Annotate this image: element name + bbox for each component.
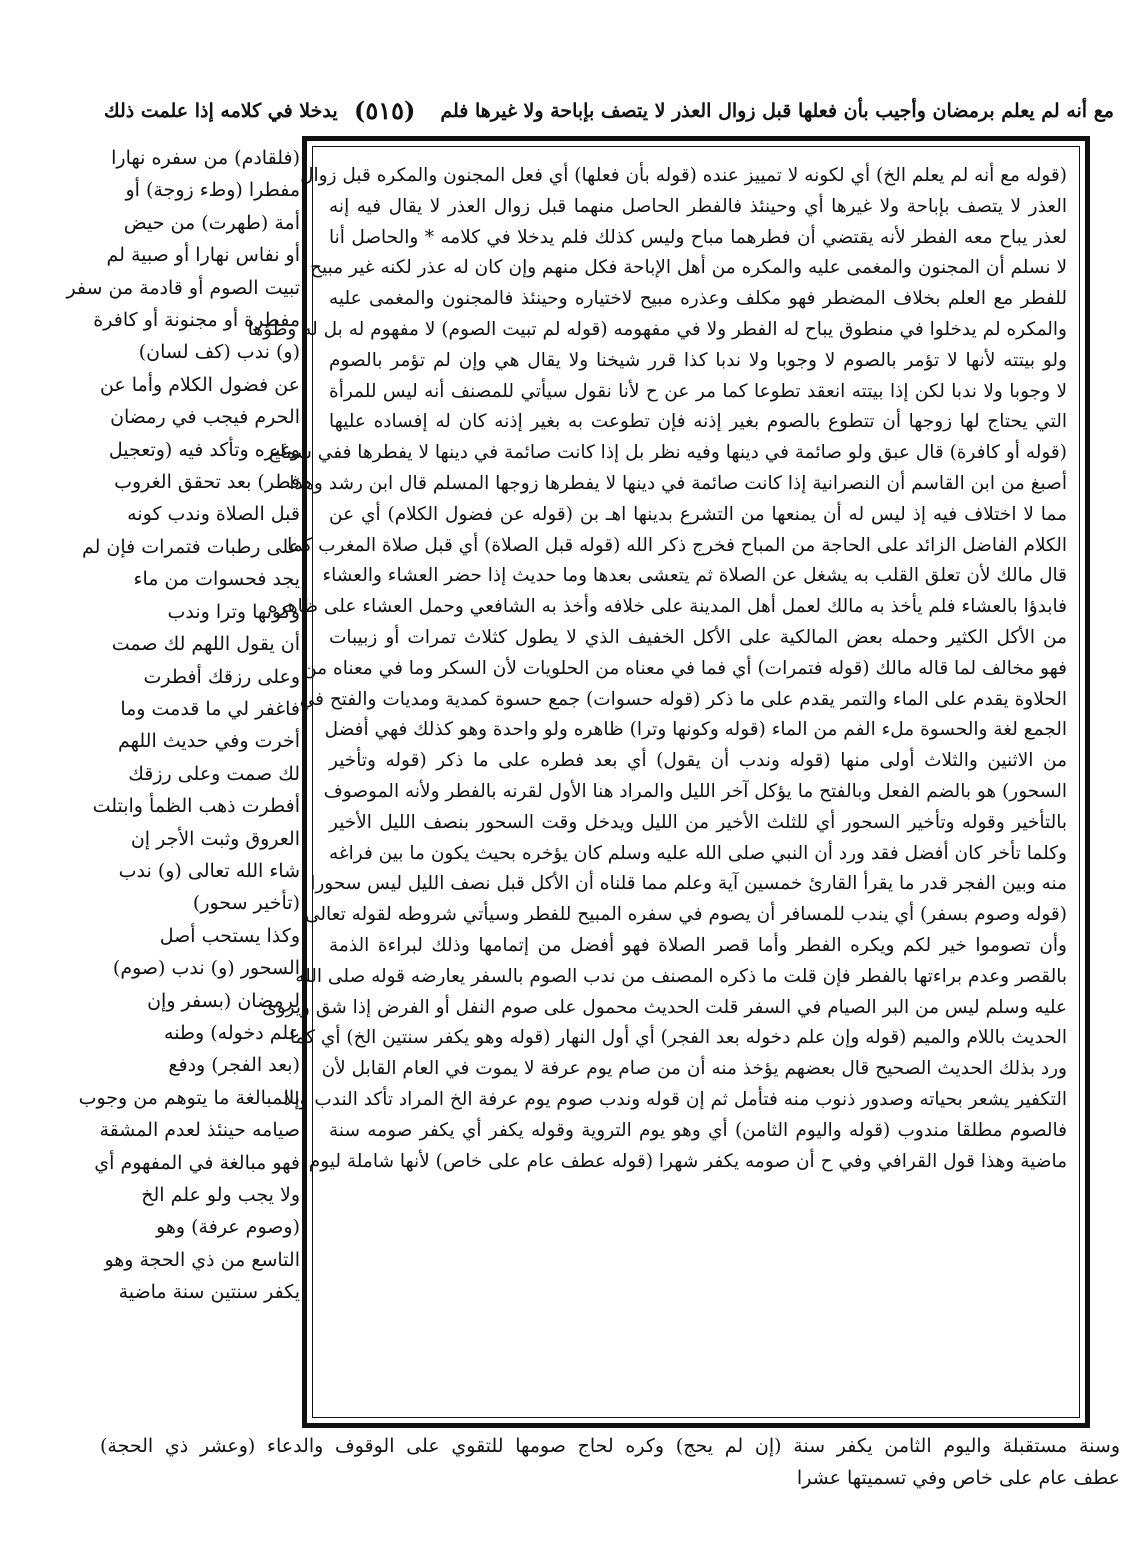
side-line: أفطرت ذهب الظمأ وابتلت bbox=[92, 795, 300, 818]
side-line: أو نفاس نهارا أو صبية لم bbox=[106, 244, 300, 267]
commentary-line: فالصوم مطلقا مندوب (قوله واليوم الثامن) أي وهو يوم التروية وقوله يكفر أي يكفر صومه سنة bbox=[329, 1119, 1067, 1141]
side-line: علم دخوله) وطنه bbox=[164, 1021, 300, 1044]
bottom-matn-continuation bbox=[100, 1430, 1120, 1494]
side-line: فاغفر لي ما قدمت وما bbox=[120, 697, 300, 720]
side-line: تبيت الصوم أو قادمة من سفر bbox=[66, 276, 300, 299]
side-line: ولا يجب ولو علم الخ bbox=[141, 1184, 300, 1206]
commentary-line: ولو بيتته لأنها لا تؤمر بالصوم لا وجوبا ولا ندبا كذا قرر شيخنا ولا يقال هي وإن لم تؤمر بالصوم bbox=[329, 349, 1067, 371]
side-line: فطر) بعد تحقق الغروب bbox=[114, 471, 300, 494]
commentary-line: العذر لا يتصف بإباحة ولا غيرها أي وحينئذ فالفطر الحاصل منهما قبل زوال العذر لا يقال فيه إنه bbox=[329, 195, 1067, 217]
commentary-line: التي يحتاج لها زوجها أن تتطوع بالصوم بغير إذنه فإن تطوعت به بغير إذنه كان له إفساده عليها bbox=[329, 411, 1067, 433]
commentary-line: (قوله مع أنه لم يعلم الخ) أي لكونه لا تمييز عنده (قوله بأن فعلها) أي فعل المجنون والمكره قبل زوال bbox=[300, 165, 1067, 186]
commentary-line: لا وجوبا ولا ندبا لكن إذا بيتته انعقد تطوعا كما مر عن ح لأنا نقول سيأتي للمصنف أنه ليس للمرأة bbox=[329, 380, 1067, 402]
page-header bbox=[104, 94, 1114, 134]
commentary-inner-rule bbox=[247, 146, 1080, 1418]
side-line: بالمبالغة ما يتوهم من وجوب bbox=[78, 1086, 300, 1109]
side-line: عن فضول الكلام وأما عن bbox=[99, 373, 300, 396]
commentary-line: منه وبين الفجر قدر ما يقرأ القارئ خمسين آية وعلم مما قلناه أن الأكل قبل نصف الليل ليس سحورا bbox=[310, 873, 1067, 895]
commentary-line: قال مالك لأن تعلق القلب به يشغل عن الصلاة ثم يتعشى بعدها وما حديث إذا حضر العشاء والعشاء bbox=[322, 565, 1067, 587]
side-line: العروق وثبت الأجر إن bbox=[130, 827, 300, 850]
side-line: شاء الله تعالى (و) ندب bbox=[118, 859, 300, 882]
bottom-line: عطف عام على خاص وفي تسميتها عشرا bbox=[796, 1467, 1120, 1489]
commentary-line: فهو مخالف لما قاله مالك (قوله فتمرات) أي فما في معناه من الحلويات لأن السكر وما في معناه من bbox=[303, 657, 1067, 679]
commentary-text bbox=[247, 161, 1067, 1405]
commentary-line: عليه وسلم ليس من البر الصيام في السفر قلت الحديث محمول على صوم النفل أو الفرض إذا شق ويروى bbox=[262, 996, 1067, 1018]
side-line: (فلقادم) من سفره نهارا bbox=[111, 147, 300, 169]
commentary-line: السحور) هو بالضم الفعل وبالفتح ما يؤكل آخر الليل والمراد هنا الأول لقرنه بالفطر ولأنه الموصوف bbox=[323, 780, 1067, 802]
commentary-line: وأن تصوموا خير لكم ويكره الفطر وأما قصر الصلاة فهو أفضل من إتمامها وذلك لبراءة الذمة bbox=[329, 934, 1067, 956]
side-line: مفطرا (وطء زوجة) أو bbox=[125, 179, 300, 202]
side-line: لك صمت وعلى رزقك bbox=[128, 762, 300, 785]
commentary-line: الكلام الفاضل الزائد على الحاجة من المباح فخرج ذكر الله (قوله قبل الصلاة) أي قبل صلاة المغرب كما bbox=[287, 534, 1067, 556]
commentary-line: وكلما تأخر كان أفضل فقد ورد أن النبي صلى الله عليه وسلم كان يؤخره بحيث يكون ما بين فراغه bbox=[329, 842, 1067, 864]
commentary-line: من الأكل الكثير وحمله بعض المالكية على الأكل الخفيف الذي لا يطول كثلاث تمرات أو زبيبات bbox=[329, 626, 1067, 648]
commentary-line: من الاثنين والثلاث أولى منها (قوله وندب أن يقول) أي بعد فطره على ما ذكر (قوله وتأخير bbox=[329, 750, 1067, 772]
commentary-line: أصبغ من ابن القاسم أن النصرانية إذا كانت صائمة في دينها لا يفطرها زوجها المسلم قال ابن رشد وهذا bbox=[289, 472, 1067, 494]
commentary-line: بالتأخير وقوله وتأخير السحور أي للثلث الأخير من الليل ويدخل وقت السحور بنصف الليل الأخير bbox=[329, 811, 1067, 833]
commentary-line: (قوله وصوم بسفر) أي يندب للمسافر أن يصوم في سفره المبيح للفطر وسيأتي شروطه لقوله تعالى bbox=[304, 904, 1067, 926]
commentary-line: الحلاوة يقدم على الماء والتمر يقدم على ما ذكر (قوله حسوات) جمع حسوة كمدية ومديات والفتح في bbox=[299, 688, 1067, 710]
commentary-line: فابدؤا بالعشاء فلم يأخذ به مالك لعمل أهل المدينة على خلافه وأخذ به الشافعي وحمل العشاء على ظاهره bbox=[267, 596, 1067, 618]
commentary-line: التكفير يشعر بحياته وصدور ذنوب منه فتأمل ثم إن قوله وندب صوم يوم عرفة الخ المراد تأكد الندب وإلا bbox=[283, 1088, 1067, 1110]
side-line: (وصوم عرفة) وهو bbox=[156, 1216, 300, 1239]
side-line: التاسع من ذي الحجة وهو bbox=[104, 1248, 300, 1271]
commentary-line: لعذر يباح معه الفطر لأنه يقتضي أن فطرهما مباح وليس كذلك فلم يدخلا في كلامه * والحاصل أنا bbox=[329, 226, 1067, 248]
header-continuation: يدخلا في كلامه إذا علمت ذلك bbox=[104, 100, 338, 122]
side-line: وغيره وتأكد فيه (وتعجيل bbox=[108, 438, 300, 461]
side-line: أن يقول اللهم لك صمت bbox=[111, 633, 300, 656]
side-line: فهو مبالغة في المفهوم أي bbox=[94, 1151, 300, 1174]
side-line: (بعد الفجر) ودفع bbox=[168, 1054, 300, 1077]
page-number: (٥١٥) bbox=[354, 96, 416, 125]
side-line: وكذا يستحب أصل bbox=[159, 924, 300, 947]
side-line: لرمضان (بسفر وإن bbox=[147, 989, 300, 1012]
commentary-line: (قوله أو كافرة) قال عبق ولو صائمة في دينها وفيه نظر بل إذا كانت صائمة في دينها لا يفطرها ففي سماع bbox=[269, 442, 1067, 464]
commentary-line: لا نسلم أن المجنون والمغمى عليه والمكره من أهل الإباحة فكل منهم وإن كان له عذر لكنه غير مبيح bbox=[310, 257, 1067, 279]
side-line: يكفر سنتين سنة ماضية bbox=[118, 1281, 300, 1304]
side-line: أمة (طهرت) من حيض bbox=[123, 211, 300, 234]
side-line: أخرت وفي حديث اللهم bbox=[117, 730, 300, 753]
side-line: صيامه حينئذ لعدم المشقة bbox=[99, 1119, 300, 1142]
side-line: (تأخير سحور) bbox=[192, 892, 300, 915]
side-line: (و) ندب (كف لسان) bbox=[138, 341, 300, 364]
bottom-line: وسنة مستقبلة واليوم الثامن يكفر سنة (إن لم يحج) وكره لحاج صومها للتقوي على الوقوف والدعاء (وعشر ذي الحجة) bbox=[100, 1435, 1120, 1457]
commentary-frame bbox=[247, 136, 1090, 1428]
commentary-line: ماضية وهذا قول القرافي وفي ح أن صومه يكفر شهرا (قوله عطف عام على خاص) لأنها شاملة ليوم bbox=[308, 1150, 1067, 1172]
side-line: وكونها وترا وندب bbox=[167, 600, 300, 623]
side-line: الحرم فيجب في رمضان bbox=[110, 406, 300, 429]
commentary-line: مما لا اختلاف فيه إذ ليس له أن يمنعها من التشرع بدينها اهـ بن (قوله عن فضول الكلام) أي عن bbox=[329, 503, 1067, 525]
commentary-line: بالقصر وعدم براءتها بالفطر فإن قلت ما ذكره المصنف من ندب الصوم بالسفر يعارضه قوله صلى الله bbox=[295, 965, 1067, 987]
header-running-title: مع أنه لم يعلم برمضان وأجيب بأن فعلها قبل زوال العذر لا يتصف بإباحة ولا غيرها فلم bbox=[440, 100, 1114, 122]
side-line: مفطرة أو مجنونة أو كافرة bbox=[93, 309, 300, 332]
commentary-line: والمكره لم يدخلوا في منطوق يباح له الفطر ولا في مفهومه (قوله لم تبيت الصوم) لا مفهوم له بل له وطؤها bbox=[247, 318, 1067, 340]
commentary-line: ورد بذلك الحديث الصحيح قال بعضهم يؤخذ منه أن من صام يوم عرفة لا يموت في العام القابل لأن bbox=[321, 1058, 1067, 1080]
side-line: قبل الصلاة وندب كونه bbox=[127, 503, 300, 526]
commentary-line: للفطر مع العلم بخلاف المضطر فهو مكلف وعذره مبيح لاختياره وحينئذ فالمجنون والمغمى عليه bbox=[329, 288, 1067, 310]
side-line: السحور (و) ندب (صوم) bbox=[112, 957, 300, 980]
side-line: وعلى رزقك أفطرت bbox=[143, 665, 300, 688]
commentary-line: الجمع لغة والحسوة ملء الفم من الماء (قوله وكونها وترا) ظاهره ولو واحدة وهو كذلك فهي أفضل bbox=[324, 719, 1067, 741]
side-line: يجد فحسوات من ماء bbox=[133, 568, 300, 591]
side-line: على رطبات فتمرات فإن لم bbox=[81, 535, 300, 558]
commentary-line: الحديث باللام والميم (قوله وإن علم دخوله بعد الفجر) أي أول النهار (قوله وهو يكفر سنتين الخ) أي كما bbox=[289, 1027, 1067, 1049]
